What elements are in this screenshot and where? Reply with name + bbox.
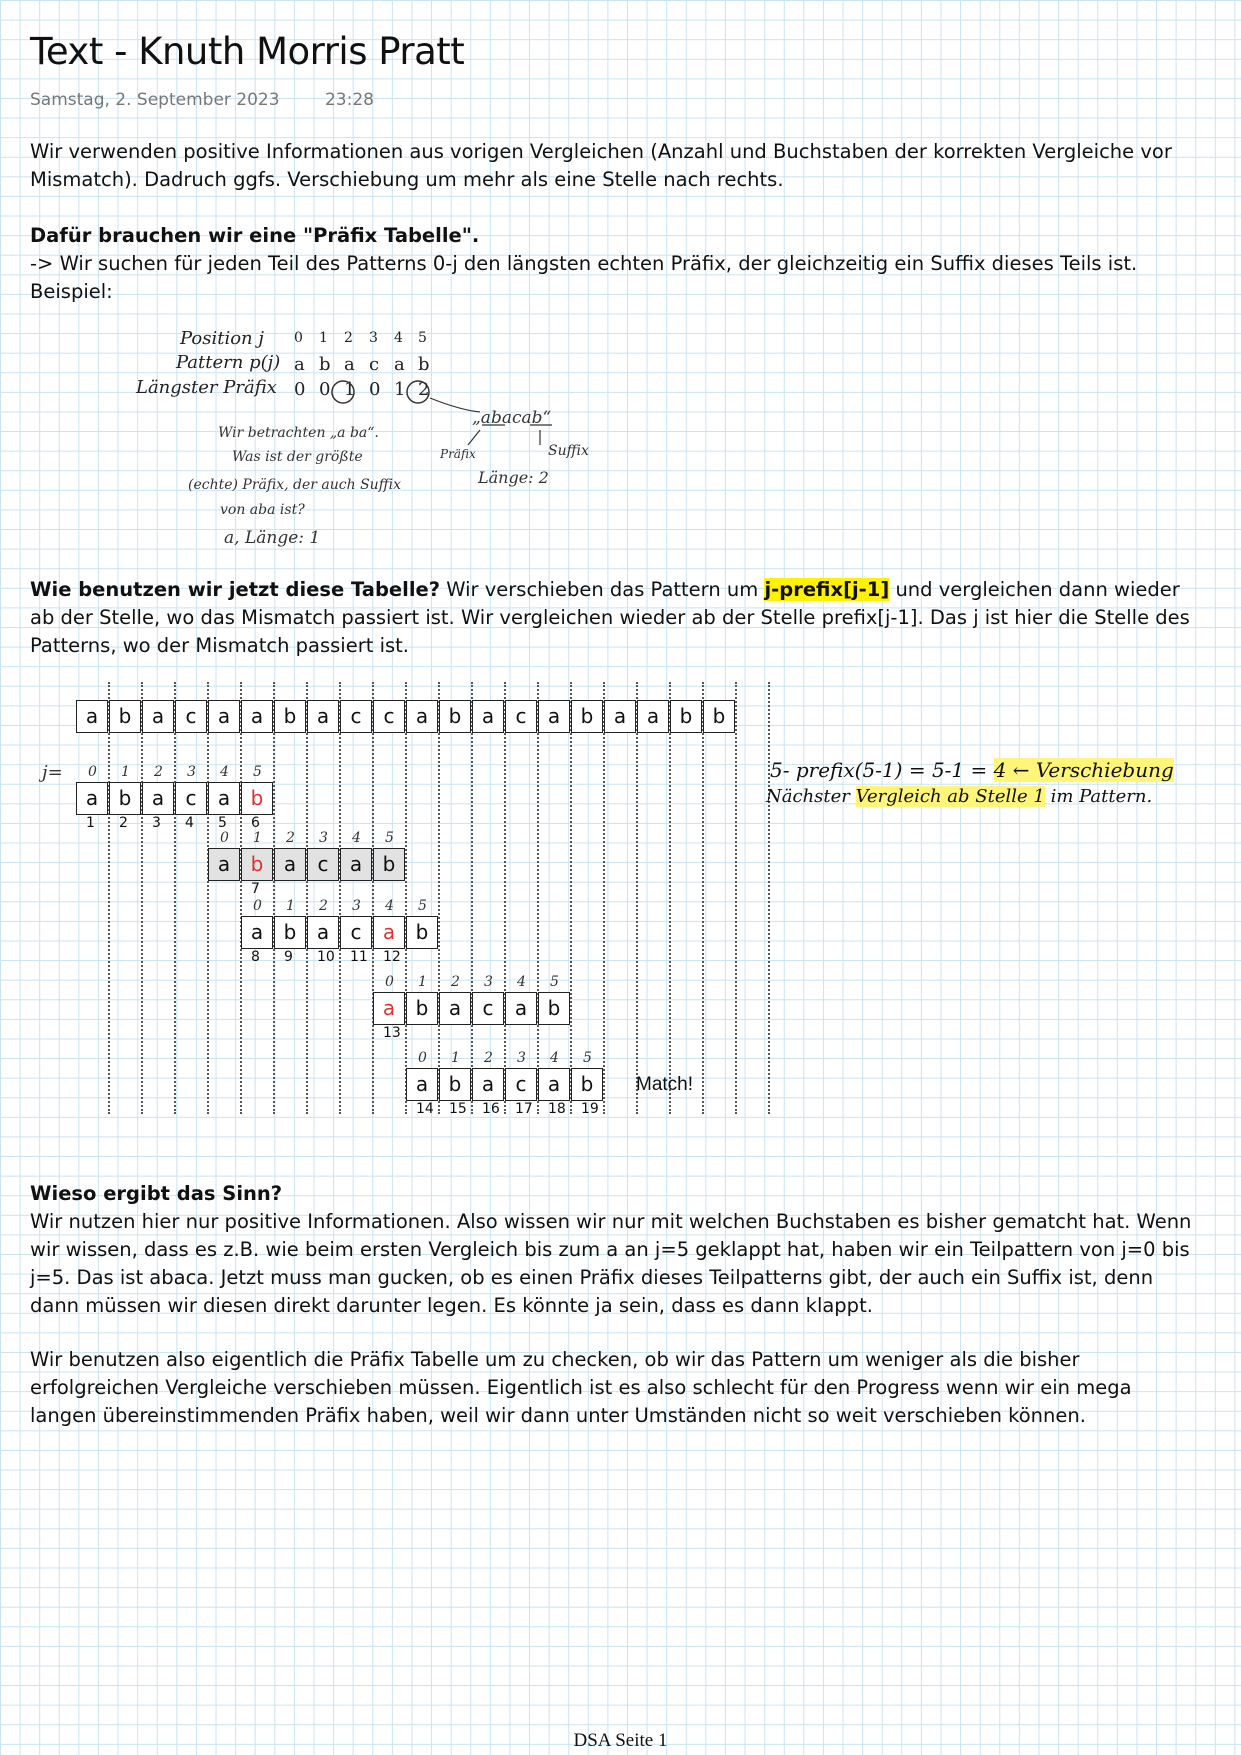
column-guide [438, 682, 440, 1114]
column-guide [603, 682, 605, 1114]
pattern-cell: a [340, 848, 372, 881]
prefix-heading: Dafür brauchen wir eine "Präfix Tabelle". [30, 224, 480, 247]
table-position: 0 [294, 330, 303, 346]
table-pattern-letter: a [294, 354, 305, 375]
table-position: 1 [319, 330, 328, 346]
column-guide [471, 682, 473, 1114]
pattern-cell: c [307, 848, 339, 881]
pattern-index: 4 [385, 898, 394, 914]
column-guide [735, 682, 737, 1114]
pattern-index: 5 [583, 1050, 592, 1066]
column-guide [504, 682, 506, 1114]
pattern-index: 0 [88, 764, 97, 780]
note-right-length: Länge: 2 [478, 468, 549, 487]
table-pattern-letter: b [319, 354, 331, 375]
pattern-cell: c [340, 916, 372, 949]
text-cell: b [571, 700, 603, 733]
comparison-number: 10 [317, 949, 335, 965]
side-note-pattern: im Pattern. [1044, 786, 1153, 807]
column-guide [636, 682, 638, 1114]
pattern-cell: b [241, 848, 273, 881]
pattern-index: 0 [418, 1050, 427, 1066]
column-guide [405, 682, 407, 1114]
pattern-index: 1 [418, 974, 427, 990]
pattern-cell: a [274, 848, 306, 881]
comparison-number: 19 [581, 1101, 599, 1117]
text-cell: c [505, 700, 537, 733]
pattern-cell: b [406, 992, 438, 1025]
circle-marks [0, 0, 1241, 600]
text-cell: a [208, 700, 240, 733]
usage-paragraph [30, 576, 1200, 660]
comparison-number: 7 [251, 881, 260, 897]
table-prefix-value: 0 [369, 379, 381, 400]
text-cell: c [340, 700, 372, 733]
pattern-cell: a [505, 992, 537, 1025]
note-left-line: von aba ist? [220, 502, 305, 518]
match-label: Match! [636, 1074, 694, 1095]
page-date: Samstag, 2. September 2023 [30, 90, 280, 110]
circle-mark-prefix-5 [407, 381, 429, 403]
text-cell: b [439, 700, 471, 733]
text-cell: a [76, 700, 108, 733]
text-cell: a [142, 700, 174, 733]
comparison-number: 9 [284, 949, 293, 965]
note-right-word: „abacab“ [472, 408, 552, 428]
pattern-cell: a [76, 782, 108, 815]
text-cell: a [307, 700, 339, 733]
table-position: 2 [344, 330, 353, 346]
text-cell: a [637, 700, 669, 733]
pattern-cell: a [439, 992, 471, 1025]
pattern-cell: c [175, 782, 207, 815]
side-note-shift: 4 ← Verschiebung [993, 758, 1174, 782]
pattern-index: 1 [286, 898, 295, 914]
column-guide [306, 682, 308, 1114]
arrow-prefix [468, 430, 480, 445]
pattern-cell: c [505, 1068, 537, 1101]
pattern-index: 0 [385, 974, 394, 990]
text-cell: a [241, 700, 273, 733]
pattern-index: 2 [484, 1050, 493, 1066]
text-cell: b [274, 700, 306, 733]
comparison-number: 12 [383, 949, 401, 965]
pattern-index: 3 [484, 974, 493, 990]
pattern-index: 2 [451, 974, 460, 990]
text-cell: c [175, 700, 207, 733]
usage-heading: Wie benutzen wir jetzt diese Tabelle? [30, 578, 441, 601]
note-right-suffix: Suffix [548, 443, 589, 459]
pattern-cell: b [538, 992, 570, 1025]
pattern-index: 5 [253, 764, 262, 780]
table-prefix-value: 0 [319, 379, 331, 400]
column-guide [372, 682, 374, 1114]
comparison-number: 11 [350, 949, 368, 965]
pattern-index: 2 [154, 764, 163, 780]
pattern-cell: b [406, 916, 438, 949]
comparison-number: 15 [449, 1101, 467, 1117]
intro-paragraph: Wir verwenden positive Informationen aus vorigen Vergleichen (Anzahl und Buchstaben der korrekten Vergleiche vor Mismatch). Dadruch ggfs. Verschiebung um mehr als eine Stelle nach rechts. [30, 140, 1172, 191]
pattern-index: 5 [550, 974, 559, 990]
pattern-cell: b [109, 782, 141, 815]
text-cell: a [604, 700, 636, 733]
pattern-index: 0 [220, 830, 229, 846]
pattern-index: 3 [319, 830, 328, 846]
comparison-number: 1 [86, 815, 95, 831]
comparison-number: 4 [185, 815, 194, 831]
pattern-index: 1 [451, 1050, 460, 1066]
table-pattern-letter: b [418, 354, 430, 375]
pattern-cell: b [373, 848, 405, 881]
row-label-pattern: Pattern p(j) [176, 352, 281, 373]
column-guide [768, 682, 770, 1114]
pattern-index: 3 [517, 1050, 526, 1066]
table-pattern-letter: a [394, 354, 405, 375]
comparison-number: 16 [482, 1101, 500, 1117]
usage-text-b: und vergleichen dann wieder ab der Stelle, wo das Mismatch passiert ist. Wir vergleichen wieder ab der Stelle prefix[j-1]. Das j ist hier die Stelle des Patterns, wo der Mismatch passiert ist. [30, 578, 1190, 657]
text-cell: b [703, 700, 735, 733]
pattern-index: 1 [121, 764, 130, 780]
pattern-cell: b [439, 1068, 471, 1101]
text-cell: b [670, 700, 702, 733]
column-guide [174, 682, 176, 1114]
comparison-number: 3 [152, 815, 161, 831]
pattern-index: 4 [517, 974, 526, 990]
pattern-cell: a [406, 1068, 438, 1101]
table-prefix-value: 1 [344, 379, 356, 400]
beispiel-label: Beispiel: [30, 280, 113, 303]
pattern-cell: b [274, 916, 306, 949]
comparison-number: 6 [251, 815, 260, 831]
comparison-number: 5 [218, 815, 227, 831]
pattern-cell: a [373, 916, 405, 949]
comparison-number: 2 [119, 815, 128, 831]
page-title: Text - Knuth Morris Pratt [30, 30, 465, 73]
pattern-index: 2 [286, 830, 295, 846]
column-guide [141, 682, 143, 1114]
note-left-line: Wir betrachten „a ba“. [218, 425, 379, 441]
column-guide [108, 682, 110, 1114]
column-guide [273, 682, 275, 1114]
note-left-line: (echte) Präfix, der auch Suffix [188, 477, 401, 493]
final-paragraph: Wir benutzen also eigentlich die Präfix Tabelle um zu checken, ob wir das Pattern um weniger als die bisher erfolgreichen Vergleiche verschieben müssen. Eigentlich ist es also schlecht für den Progress wenn wir ein mega langen übereinstimmenden Präfix haben, weil wir dann unter Umständen nicht so weit verschieben können. [30, 1348, 1132, 1427]
column-guide [207, 682, 209, 1114]
comparison-number: 18 [548, 1101, 566, 1117]
pattern-index: 5 [418, 898, 427, 914]
pattern-cell: a [142, 782, 174, 815]
table-position: 4 [394, 330, 403, 346]
why-heading: Wieso ergibt das Sinn? [30, 1182, 283, 1205]
pattern-index: 3 [187, 764, 196, 780]
note-left-line: a, Länge: 1 [224, 528, 321, 548]
pattern-index: 4 [550, 1050, 559, 1066]
usage-text-a: Wir verschieben das Pattern um [440, 578, 765, 601]
column-guide [570, 682, 572, 1114]
pattern-cell: c [472, 992, 504, 1025]
text-cell: b [109, 700, 141, 733]
row-label-position: Position j [180, 328, 264, 349]
text-cell: a [538, 700, 570, 733]
side-note-next: Nächster [766, 786, 856, 807]
column-guide [339, 682, 341, 1114]
table-pattern-letter: a [344, 354, 355, 375]
pattern-cell: a [307, 916, 339, 949]
text-cell: c [373, 700, 405, 733]
text-cell: a [472, 700, 504, 733]
table-prefix-value: 1 [394, 379, 406, 400]
pattern-index: 4 [220, 764, 229, 780]
side-note-compare: Vergleich ab Stelle 1 [855, 786, 1045, 807]
comparison-number: 8 [251, 949, 260, 965]
pattern-index: 3 [352, 898, 361, 914]
pattern-index: 5 [385, 830, 394, 846]
side-note-line2 [766, 786, 1152, 807]
table-prefix-value: 0 [294, 379, 306, 400]
table-position: 3 [369, 330, 378, 346]
circle-mark-prefix-2 [332, 381, 354, 403]
page-time: 23:28 [324, 90, 374, 110]
table-pattern-letter: c [369, 354, 380, 375]
column-guide [537, 682, 539, 1114]
row-label-prefix: Längster Präfix [136, 377, 277, 398]
usage-highlight: j-prefix[j-1] [764, 578, 890, 601]
pattern-cell: a [208, 782, 240, 815]
comparison-number: 17 [515, 1101, 533, 1117]
column-guide [240, 682, 242, 1114]
comparison-number: 14 [416, 1101, 434, 1117]
column-guide [702, 682, 704, 1114]
page-footer: DSA Seite 1 [573, 1730, 668, 1751]
pattern-cell: a [373, 992, 405, 1025]
text-cell: a [406, 700, 438, 733]
pattern-cell: b [571, 1068, 603, 1101]
why-paragraph: Wir nutzen hier nur positive Informationen. Also wissen wir nur mit welchen Buchstaben es bisher gematcht hat. Wenn wir wissen, dass es z.B. wie beim ersten Vergleich bis zum a an j=5 geklappt hat, haben wir ein Teilpattern von j=0 bis j=5. Das ist abaca. Jetzt muss man gucken, ob es einen Präfix dieses Teilpatterns gibt, der auch ein Suffix ist, denn dann müssen wir diesen direkt darunter legen. Es könnte ja sein, dass es dann klappt. [30, 1210, 1192, 1317]
pattern-index: 2 [319, 898, 328, 914]
pattern-cell: b [241, 782, 273, 815]
side-note-line1 [770, 758, 1174, 782]
note-left-line: Was ist der größte [232, 449, 363, 465]
pattern-index: 1 [253, 830, 262, 846]
prefix-line: -> Wir suchen für jeden Teil des Patterns 0-j den längsten echten Präfix, der gleichzeitig ein Suffix dieses Teils ist. [30, 252, 1138, 275]
pattern-cell: a [241, 916, 273, 949]
table-prefix-value: 2 [418, 379, 430, 400]
table-position: 5 [418, 330, 427, 346]
pattern-cell: a [208, 848, 240, 881]
pattern-index: 0 [253, 898, 262, 914]
j-label: j= [42, 762, 63, 783]
note-right-prefix: Präfix [440, 447, 476, 461]
comparison-number: 13 [383, 1025, 401, 1041]
pattern-cell: a [538, 1068, 570, 1101]
pattern-index: 4 [352, 830, 361, 846]
side-note-formula: 5- prefix(5-1) = 5-1 = [770, 758, 994, 782]
column-guide [669, 682, 671, 1114]
pattern-cell: a [472, 1068, 504, 1101]
